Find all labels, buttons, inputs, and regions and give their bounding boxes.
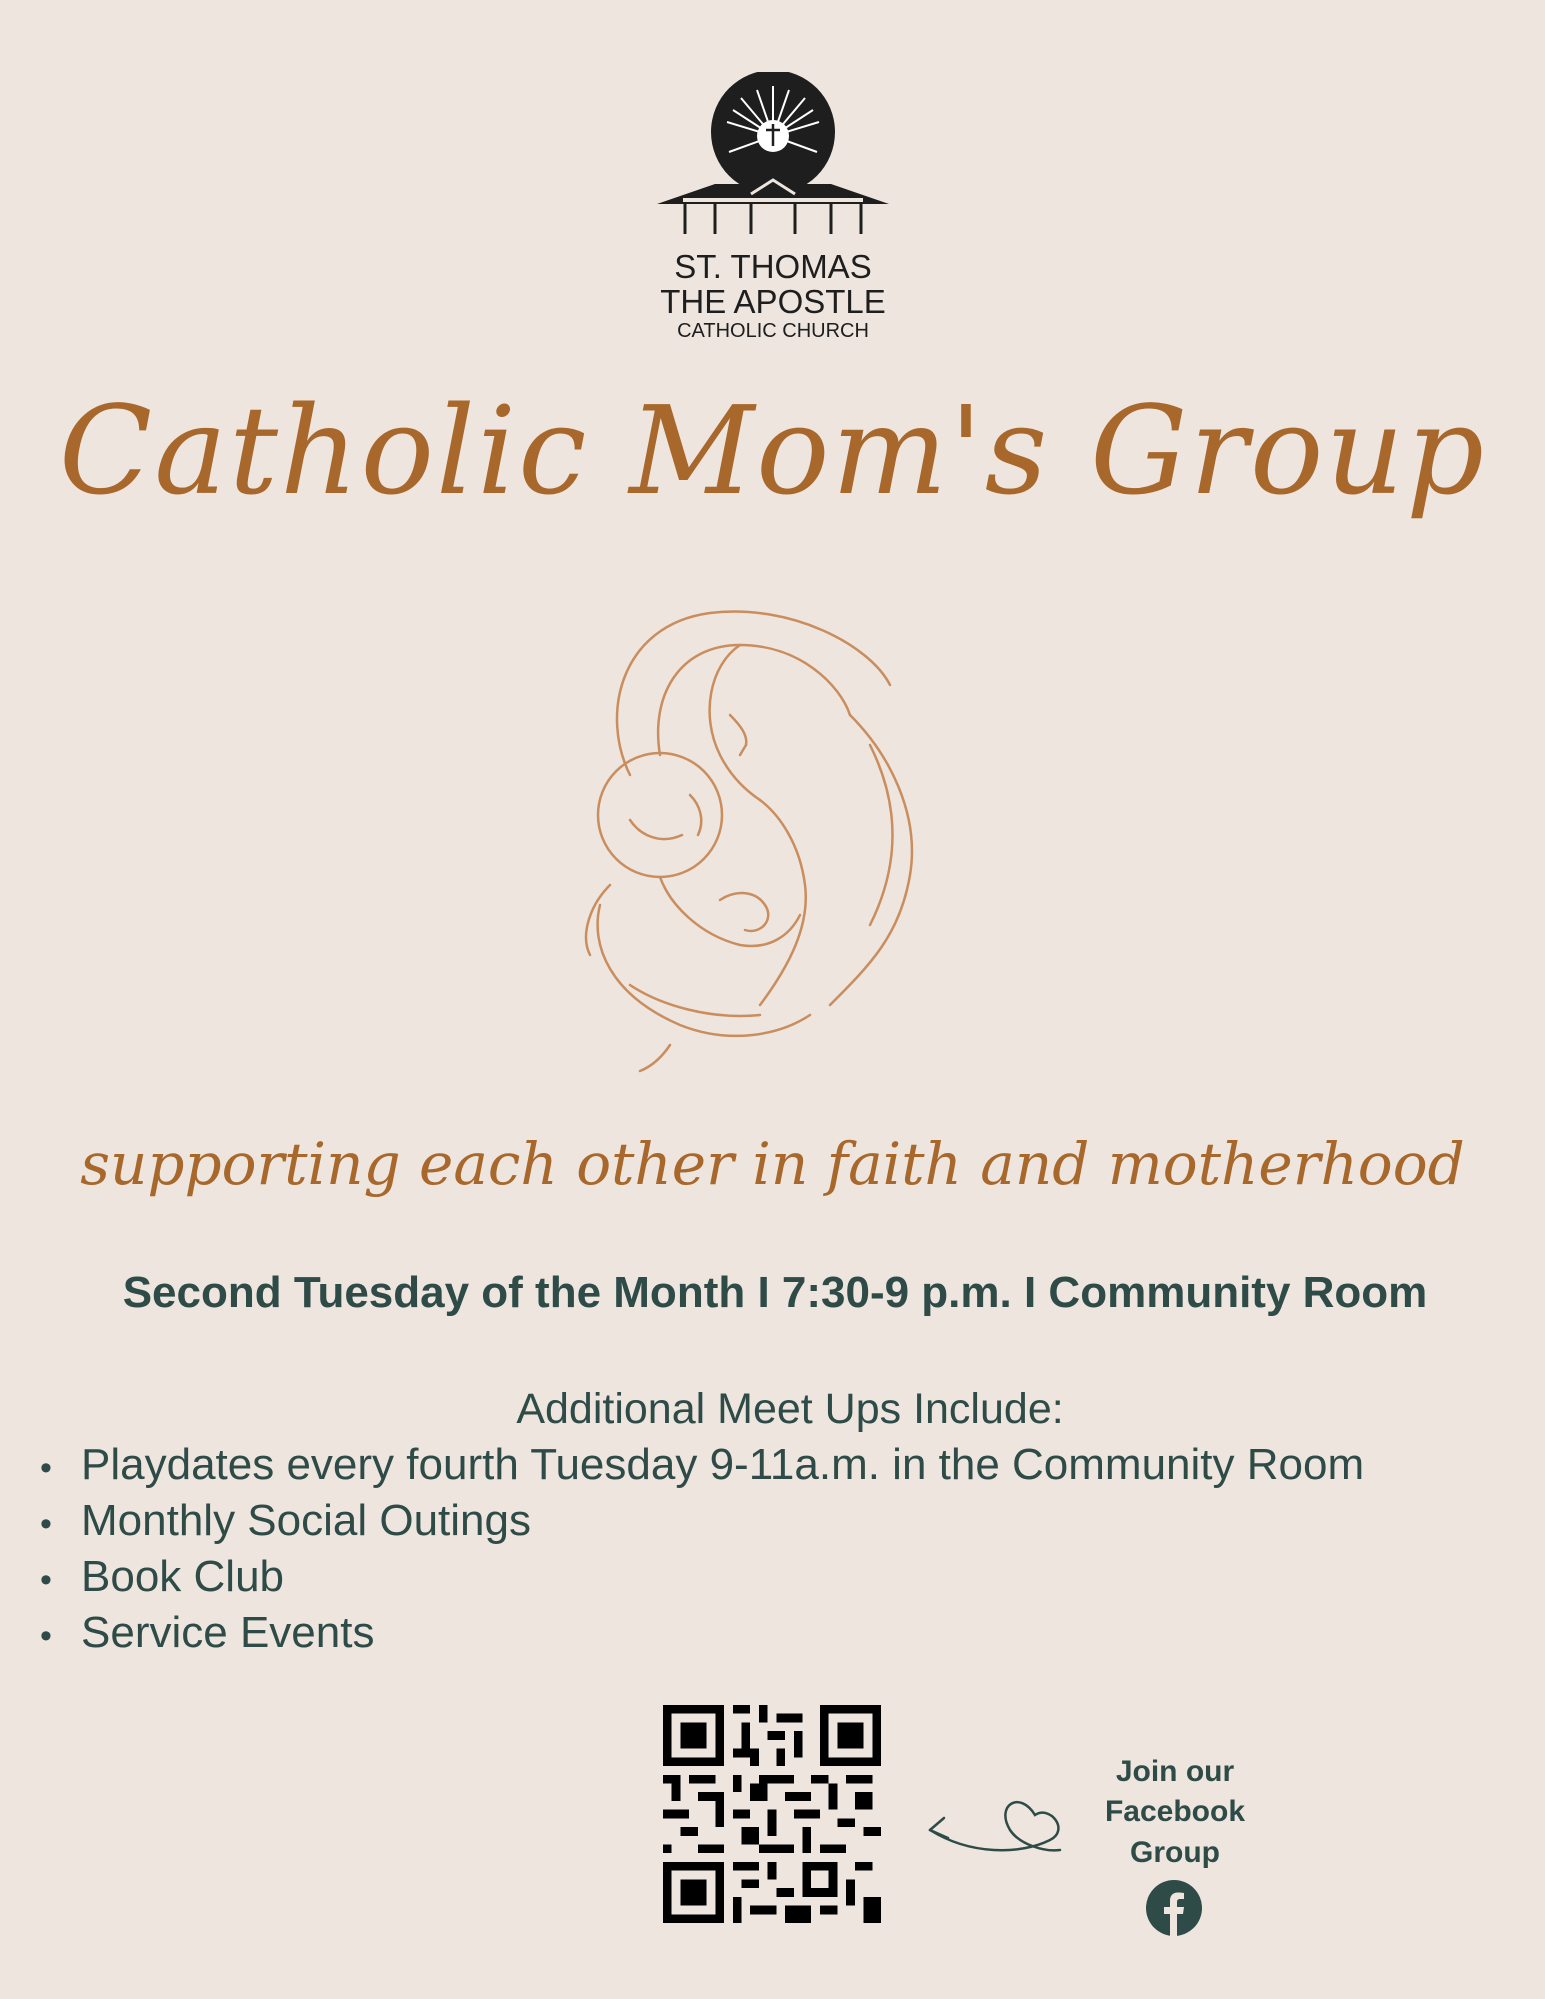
bullet: • [40, 1617, 52, 1655]
church-name-line-1: ST. THOMAS [674, 248, 872, 285]
meetup-item-label: Service Events [81, 1608, 375, 1657]
facebook-join-line-1: Join our [1115, 1755, 1235, 1788]
meetups-list [40, 1437, 1364, 1661]
page-title: Catholic Mom's Group [58, 380, 1487, 522]
meetup-item-label: Book Club [81, 1552, 285, 1601]
list-item [40, 1549, 1364, 1605]
tagline: supporting each other in faith and motherhood [80, 1130, 1465, 1198]
facebook-join-line-3: Group [1130, 1836, 1220, 1869]
bullet: • [40, 1561, 52, 1599]
list-item [40, 1493, 1364, 1549]
mother-baby-illustration [570, 605, 970, 1075]
list-item [40, 1437, 1364, 1493]
heart-arrow-icon [920, 1760, 1070, 1870]
facebook-icon[interactable] [1146, 1880, 1202, 1936]
bullet: • [40, 1449, 52, 1487]
church-name-line-3: CATHOLIC CHURCH [677, 320, 869, 342]
church-logo [655, 72, 891, 342]
meeting-schedule: Second Tuesday of the Month I 7:30-9 p.m. I Community Room [122, 1268, 1428, 1317]
facebook-join-line-2: Facebook [1104, 1795, 1246, 1828]
list-item [40, 1605, 1364, 1661]
bullet: • [40, 1505, 52, 1543]
meetup-item-label: Playdates every fourth Tuesday 9-11a.m. in the Community Room [81, 1440, 1365, 1489]
meetups-heading: Additional Meet Ups Include: [516, 1385, 1064, 1433]
church-name-line-2: THE APOSTLE [660, 283, 886, 320]
qr-code[interactable] [663, 1705, 881, 1923]
church-sunburst-icon [655, 72, 891, 252]
meetup-item-label: Monthly Social Outings [81, 1496, 531, 1545]
